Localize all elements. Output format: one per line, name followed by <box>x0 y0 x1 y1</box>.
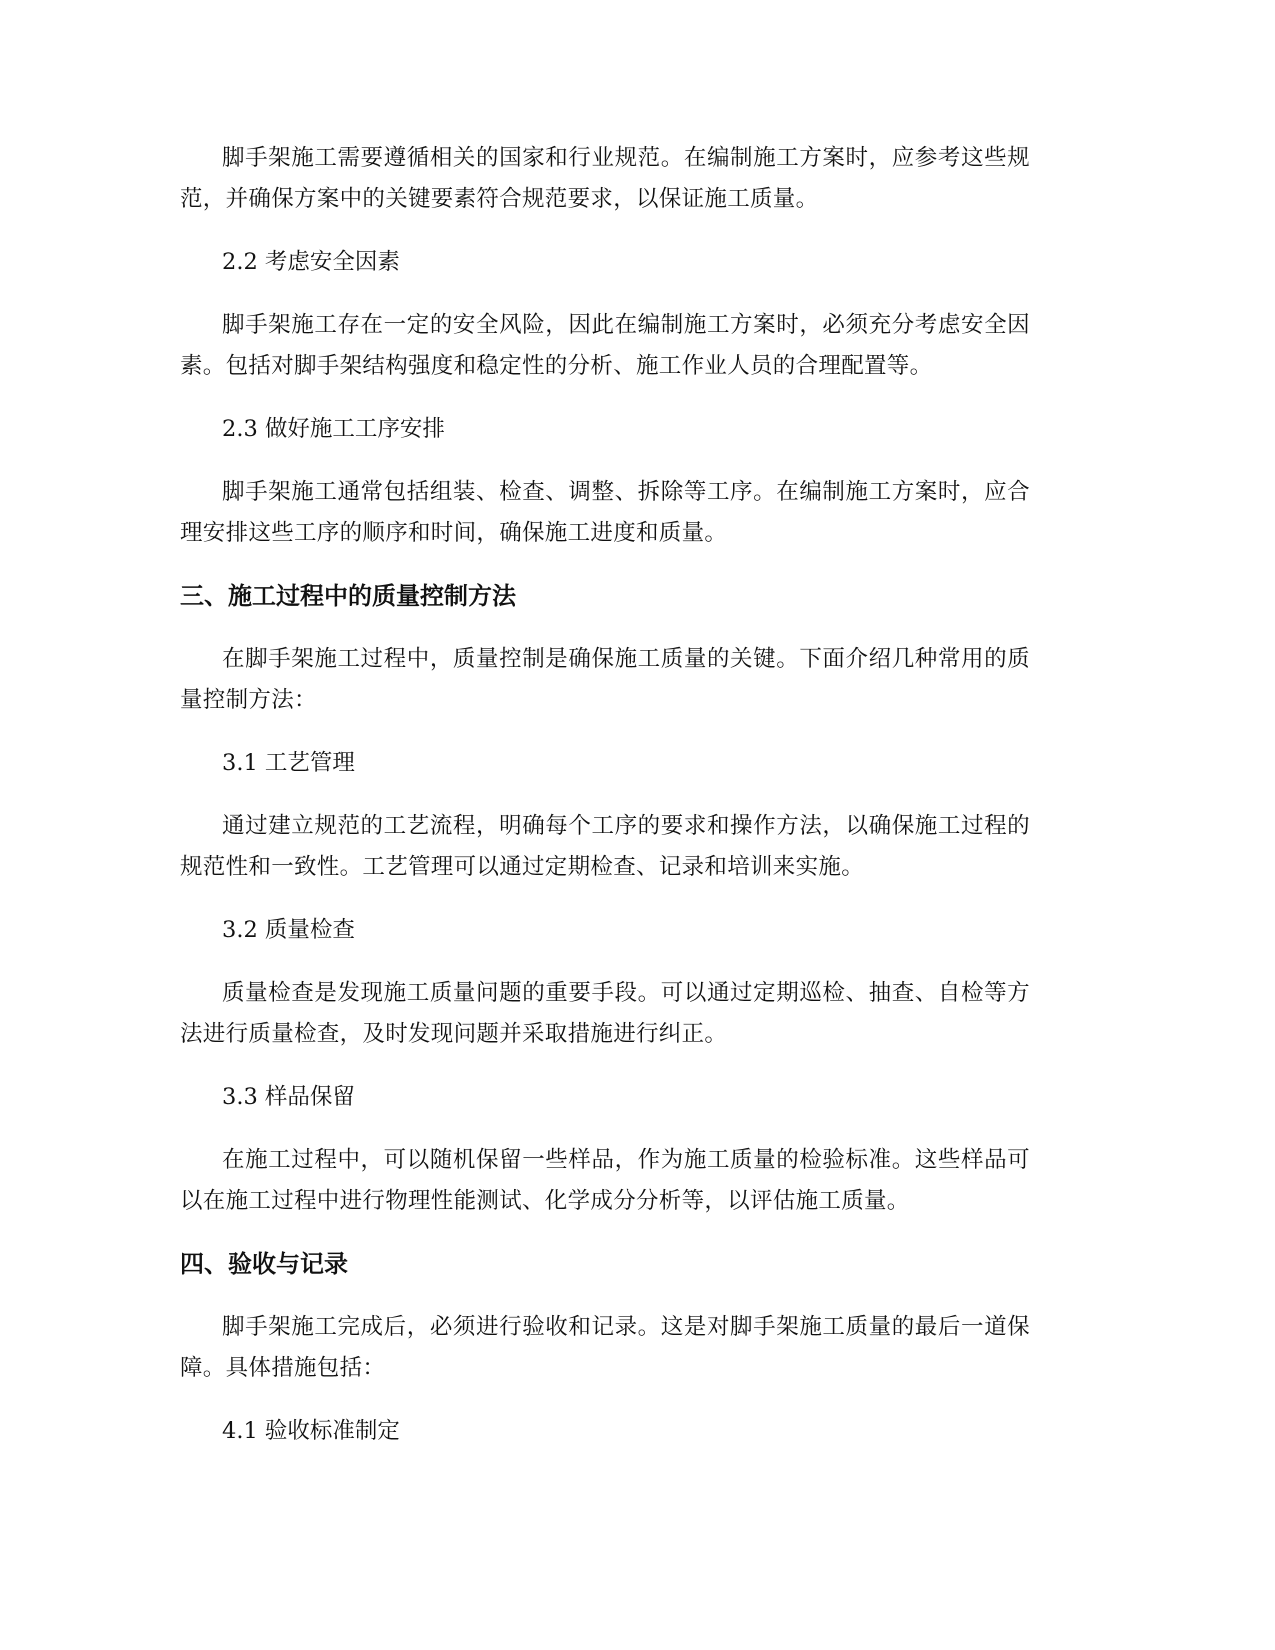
paragraph-quality-inspection: 质量检查是发现施工质量问题的重要手段。可以通过定期巡检、抽查、自检等方法进行质量检查，及时发现问题并采取措施进行纠正。 <box>180 980 1030 1047</box>
subheading-4-1: 4.1 验收标准制定 <box>222 1418 400 1444</box>
section-heading-4: 四、验收与记录 <box>180 1250 348 1278</box>
paragraph-process-management: 通过建立规范的工艺流程，明确每个工序的要求和操作方法，以确保施工过程的规范性和一致性。工艺管理可以通过定期检查、记录和培训来实施。 <box>180 813 1030 880</box>
paragraph-acceptance-intro: 脚手架施工完成后，必须进行验收和记录。这是对脚手架施工质量的最后一道保障。具体措施包括： <box>180 1314 1030 1381</box>
paragraph-safety: 脚手架施工存在一定的安全风险，因此在编制施工方案时，必须充分考虑安全因素。包括对脚手架结构强度和稳定性的分析、施工作业人员的合理配置等。 <box>180 312 1030 379</box>
paragraph-standards: 脚手架施工需要遵循相关的国家和行业规范。在编制施工方案时，应参考这些规范，并确保方案中的关键要素符合规范要求，以保证施工质量。 <box>180 145 1030 212</box>
paragraph-quality-control-intro: 在脚手架施工过程中，质量控制是确保施工质量的关键。下面介绍几种常用的质量控制方法： <box>180 646 1030 713</box>
section-heading-3: 三、施工过程中的质量控制方法 <box>180 582 516 610</box>
document-page <box>180 138 1030 1474</box>
subheading-3-3: 3.3 样品保留 <box>222 1084 355 1110</box>
paragraph-sample-retention: 在施工过程中，可以随机保留一些样品，作为施工质量的检验标准。这些样品可以在施工过程中进行物理性能测试、化学成分分析等，以评估施工质量。 <box>180 1147 1030 1214</box>
subheading-2-3: 2.3 做好施工工序安排 <box>222 416 445 442</box>
paragraph-procedures: 脚手架施工通常包括组装、检查、调整、拆除等工序。在编制施工方案时，应合理安排这些工序的顺序和时间，确保施工进度和质量。 <box>180 479 1030 546</box>
subheading-3-2: 3.2 质量检查 <box>222 917 355 943</box>
subheading-3-1: 3.1 工艺管理 <box>222 750 355 776</box>
subheading-2-2: 2.2 考虑安全因素 <box>222 249 400 275</box>
